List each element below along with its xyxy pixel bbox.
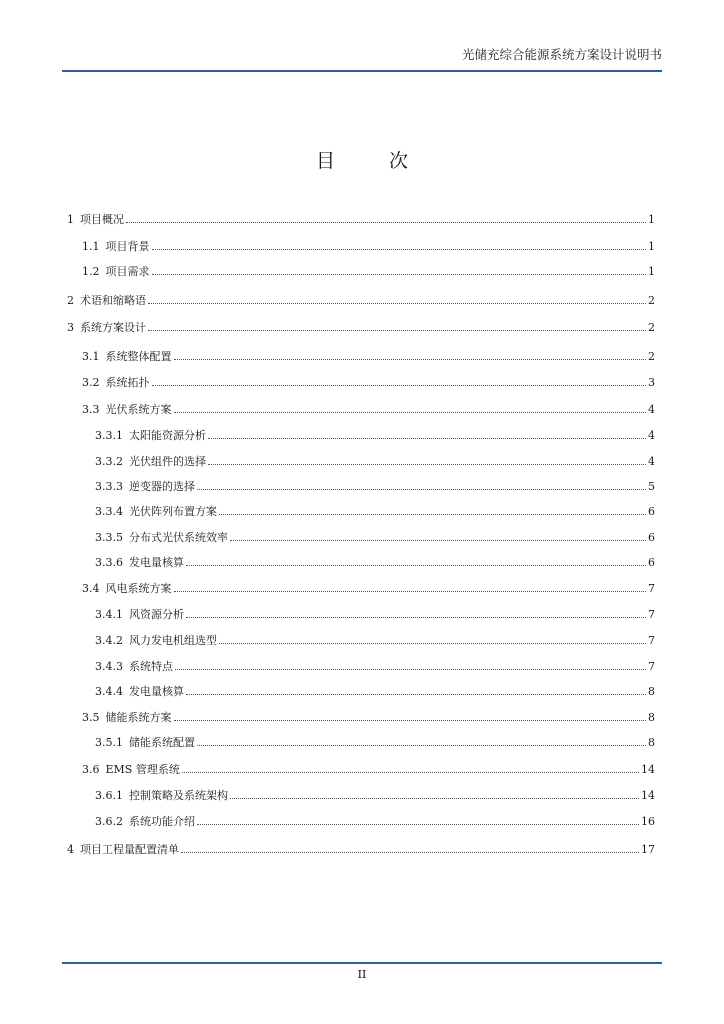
- toc-entry-label: 系统方案设计: [80, 321, 146, 334]
- dot-leader: [186, 565, 646, 566]
- toc-entry[interactable]: [67, 736, 655, 750]
- toc-entry-number: 3.6.1: [95, 789, 123, 802]
- toc-entry-page: 6: [648, 531, 655, 544]
- toc-entry[interactable]: [67, 531, 655, 545]
- toc-entry-number: 3.2: [82, 376, 100, 389]
- toc-entry-number: 3.3: [82, 403, 100, 416]
- dot-leader: [182, 772, 639, 773]
- toc-entry[interactable]: [67, 429, 655, 443]
- dot-leader: [174, 412, 647, 413]
- toc-entry-page: 6: [648, 505, 655, 518]
- toc-entry-label: 风电系统方案: [105, 582, 172, 595]
- toc-entry-number: 3.3.5: [95, 531, 123, 544]
- toc-entry-page: 4: [648, 455, 655, 468]
- toc-entry[interactable]: [67, 608, 655, 622]
- toc-entry[interactable]: [67, 789, 655, 803]
- toc-entry[interactable]: [67, 321, 655, 335]
- toc-entry[interactable]: [67, 265, 655, 279]
- document-title: 光储充综合能源系统方案设计说明书: [461, 47, 662, 62]
- toc-entry-number: 1.2: [82, 265, 100, 278]
- toc-entry-page: 2: [648, 321, 655, 334]
- toc-entry-number: 3.3.3: [95, 480, 123, 493]
- toc-entry-label: 系统功能介绍: [129, 815, 195, 828]
- toc-entry-label: 发电量核算: [129, 556, 184, 569]
- dot-leader: [208, 464, 646, 465]
- toc-entry[interactable]: [67, 240, 655, 254]
- dot-leader: [152, 249, 647, 250]
- toc-entry-number: 3: [67, 321, 74, 334]
- toc-entry-number: 3.4.3: [95, 660, 123, 673]
- dot-leader: [219, 643, 646, 644]
- dot-leader: [148, 303, 646, 304]
- toc-entry-page: 16: [641, 815, 655, 828]
- toc-entry[interactable]: [67, 556, 655, 570]
- toc-entry-number: 3.4.2: [95, 634, 123, 647]
- toc-entry-label: 系统拓扑: [105, 376, 150, 389]
- dot-leader: [230, 798, 639, 799]
- toc-entry-number: 3.3.4: [95, 505, 123, 518]
- dot-leader: [197, 745, 646, 746]
- toc-entry-label: 太阳能资源分析: [129, 429, 206, 442]
- toc-entry-page: 2: [648, 294, 655, 307]
- dot-leader: [152, 385, 647, 386]
- toc-entry-page: 7: [648, 634, 655, 647]
- toc-entry-number: 1: [67, 213, 74, 226]
- toc-entry-number: 4: [67, 843, 74, 856]
- toc-entry-label: 项目背景: [105, 240, 150, 253]
- dot-leader: [174, 720, 647, 721]
- toc-entry-page: 6: [648, 556, 655, 569]
- toc-entry-label: 光伏组件的选择: [129, 455, 206, 468]
- toc-entry-page: 14: [641, 789, 655, 802]
- toc-entry-number: 3.5: [82, 711, 100, 724]
- toc-entry-label: 风力发电机组选型: [129, 634, 217, 647]
- toc-entry[interactable]: [67, 685, 655, 699]
- toc-entry-page: 4: [648, 429, 655, 442]
- toc-entry-number: 3.6: [82, 763, 100, 776]
- dot-leader: [197, 824, 639, 825]
- toc-entry-label: 系统整体配置: [105, 350, 172, 363]
- toc-entry-number: 3.4.4: [95, 685, 123, 698]
- toc-entry-label: 项目工程量配置清单: [80, 843, 179, 856]
- toc-entry-page: 8: [648, 736, 655, 749]
- toc-entry[interactable]: [67, 294, 655, 308]
- toc-entry-label: 术语和缩略语: [80, 294, 146, 307]
- toc-entry-number: 3.3.6: [95, 556, 123, 569]
- dot-leader: [152, 274, 647, 275]
- toc-entry-label: 分布式光伏系统效率: [129, 531, 228, 544]
- dot-leader: [219, 514, 646, 515]
- toc-heading: 目 次: [315, 150, 433, 172]
- toc-entry-page: 1: [648, 265, 655, 278]
- toc-entry[interactable]: [67, 455, 655, 469]
- toc-entry-page: 8: [648, 685, 655, 698]
- dot-leader: [174, 359, 647, 360]
- toc-entry-page: 1: [648, 213, 655, 226]
- toc-entry-page: 1: [648, 240, 655, 253]
- toc-entry[interactable]: [67, 815, 655, 829]
- toc-entry-page: 4: [648, 403, 655, 416]
- toc-entry[interactable]: [67, 480, 655, 494]
- dot-leader: [208, 438, 646, 439]
- toc-entry[interactable]: [67, 711, 655, 725]
- toc-entry-number: 3.1: [82, 350, 100, 363]
- toc-entry-label: 光伏系统方案: [105, 403, 172, 416]
- toc-entry-label: 项目需求: [105, 265, 150, 278]
- toc-entry[interactable]: [67, 376, 655, 390]
- toc-entry-label: 逆变器的选择: [129, 480, 195, 493]
- toc-entry-page: 17: [641, 843, 655, 856]
- dot-leader: [197, 489, 646, 490]
- toc-entry-page: 8: [648, 711, 655, 724]
- dot-leader: [148, 330, 646, 331]
- toc-entry-number: 3.3.2: [95, 455, 123, 468]
- toc-entry-number: 3.4.1: [95, 608, 123, 621]
- toc-entry-page: 7: [648, 608, 655, 621]
- toc-entry-number: 2: [67, 294, 74, 307]
- toc-entry-page: 3: [648, 376, 655, 389]
- toc-entry-page: 14: [641, 763, 655, 776]
- dot-leader: [175, 669, 646, 670]
- toc-entry-page: 7: [648, 660, 655, 673]
- dot-leader: [186, 617, 646, 618]
- toc-entry-page: 7: [648, 582, 655, 595]
- toc-entry-label: 储能系统配置: [129, 736, 195, 749]
- toc-entry[interactable]: [67, 505, 655, 519]
- toc-entry-label: EMS 管理系统: [105, 763, 180, 776]
- toc-entry[interactable]: [67, 763, 655, 777]
- toc-entry-number: 3.3.1: [95, 429, 123, 442]
- dot-leader: [126, 222, 646, 223]
- toc-entry[interactable]: [67, 403, 655, 417]
- toc-entry-label: 光伏阵列布置方案: [129, 505, 217, 518]
- toc-entry[interactable]: [67, 843, 655, 857]
- footer-rule: [62, 962, 662, 964]
- toc-entry-label: 发电量核算: [129, 685, 184, 698]
- toc-entry-number: 3.6.2: [95, 815, 123, 828]
- toc-entry-number: 1.1: [82, 240, 100, 253]
- toc-entry[interactable]: [67, 582, 655, 596]
- dot-leader: [174, 591, 647, 592]
- dot-leader: [181, 852, 639, 853]
- toc-entry-number: 3.5.1: [95, 736, 123, 749]
- toc-entry-page: 5: [648, 480, 655, 493]
- toc-entry-label: 控制策略及系统架构: [129, 789, 228, 802]
- toc-entry-label: 系统特点: [129, 660, 173, 673]
- toc-entry-label: 项目概况: [80, 213, 124, 226]
- toc-entry-label: 风资源分析: [129, 608, 184, 621]
- toc-entry-page: 2: [648, 350, 655, 363]
- toc-entry[interactable]: [67, 213, 655, 227]
- toc-entry-label: 储能系统方案: [105, 711, 172, 724]
- page-number: II: [357, 968, 367, 981]
- toc-entry-number: 3.4: [82, 582, 100, 595]
- toc-entry[interactable]: [67, 350, 655, 364]
- dot-leader: [230, 540, 646, 541]
- toc-entry[interactable]: [67, 634, 655, 648]
- dot-leader: [186, 694, 646, 695]
- header-rule: [62, 70, 662, 72]
- toc-entry[interactable]: [67, 660, 655, 674]
